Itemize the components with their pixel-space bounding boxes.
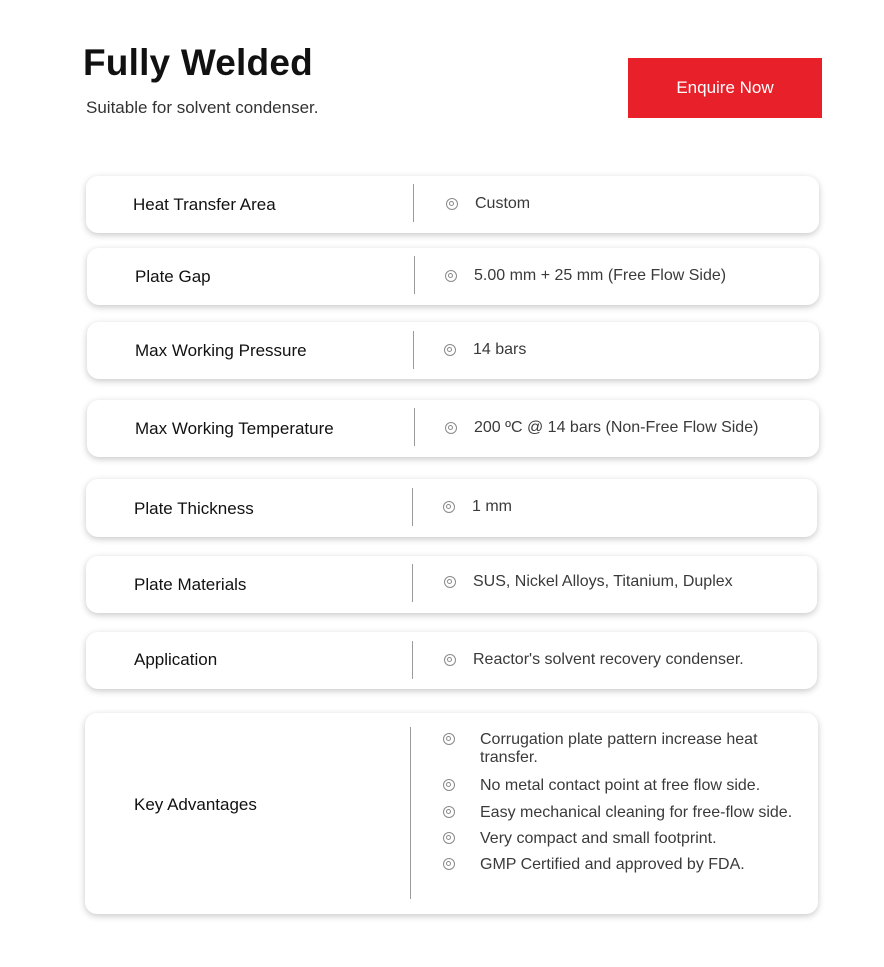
spec-divider xyxy=(410,727,411,899)
spec-divider xyxy=(413,331,414,369)
spec-value xyxy=(446,195,530,213)
bullet-icon xyxy=(445,270,457,282)
spec-row-max-working-temperature xyxy=(87,400,819,457)
bullet-icon xyxy=(445,422,457,434)
spec-value-text: Custom xyxy=(475,195,531,212)
spec-divider xyxy=(414,408,415,446)
spec-row-key-advantages xyxy=(85,713,818,914)
spec-value-text: 5.00 mm + 25 mm (Free Flow Side) xyxy=(474,267,727,284)
list-item xyxy=(443,777,813,795)
list-item xyxy=(443,830,813,848)
bullet-icon xyxy=(443,501,455,513)
advantage-text: Very compact and small footprint. xyxy=(480,830,717,847)
list-item xyxy=(443,804,813,822)
spec-label: Plate Materials xyxy=(134,575,247,594)
bullet-icon xyxy=(446,198,458,210)
spec-row-max-working-pressure xyxy=(87,322,819,379)
spec-value xyxy=(443,498,512,516)
advantage-text: Easy mechanical cleaning for free-flow side. xyxy=(480,804,793,821)
list-item xyxy=(443,856,813,874)
advantages-list xyxy=(443,731,813,874)
page-subtitle: Suitable for solvent condenser. xyxy=(86,98,319,117)
spec-divider xyxy=(413,184,414,222)
spec-divider xyxy=(412,564,413,602)
spec-value-text: Reactor's solvent recovery condenser. xyxy=(473,651,744,668)
spec-value xyxy=(444,573,733,591)
spec-value xyxy=(444,341,526,359)
spec-divider xyxy=(414,256,415,294)
spec-divider xyxy=(412,641,413,679)
advantage-text: Corrugation plate pattern increase heat transfer. xyxy=(480,731,758,766)
bullet-icon xyxy=(444,576,456,588)
spec-value xyxy=(445,419,758,437)
spec-label: Max Working Pressure xyxy=(135,340,307,360)
spec-value-text: 200 ºC @ 14 bars (Non-Free Flow Side) xyxy=(474,419,759,436)
enquire-now-button[interactable]: Enquire Now xyxy=(628,58,822,118)
spec-value-text: SUS, Nickel Alloys, Titanium, Duplex xyxy=(473,573,733,590)
spec-row-plate-gap xyxy=(87,248,819,305)
bullet-icon xyxy=(443,832,455,844)
spec-value xyxy=(444,651,744,669)
spec-value-text: 1 mm xyxy=(472,498,512,515)
spec-label: Plate Thickness xyxy=(134,499,254,518)
list-item xyxy=(443,731,813,767)
advantage-text: GMP Certified and approved by FDA. xyxy=(480,856,745,873)
spec-row-plate-thickness xyxy=(86,479,817,537)
spec-divider xyxy=(412,488,413,526)
spec-label: Max Working Temperature xyxy=(135,418,334,438)
spec-label: Key Advantages xyxy=(134,795,257,814)
bullet-icon xyxy=(444,344,456,356)
spec-label: Plate Gap xyxy=(135,266,211,286)
spec-row-heat-transfer-area xyxy=(86,176,819,233)
bullet-icon xyxy=(444,654,456,666)
spec-row-application xyxy=(86,632,817,689)
spec-label: Application xyxy=(134,650,218,669)
spec-row-plate-materials xyxy=(86,556,817,613)
bullet-icon xyxy=(443,806,455,818)
page-title: Fully Welded xyxy=(83,42,313,83)
bullet-icon xyxy=(443,779,455,791)
bullet-icon xyxy=(443,858,455,870)
advantage-text: No metal contact point at free flow side. xyxy=(480,777,761,794)
spec-label: Heat Transfer Area xyxy=(133,194,276,214)
spec-value xyxy=(445,267,726,285)
bullet-icon xyxy=(443,733,455,745)
spec-value-text: 14 bars xyxy=(473,341,527,358)
